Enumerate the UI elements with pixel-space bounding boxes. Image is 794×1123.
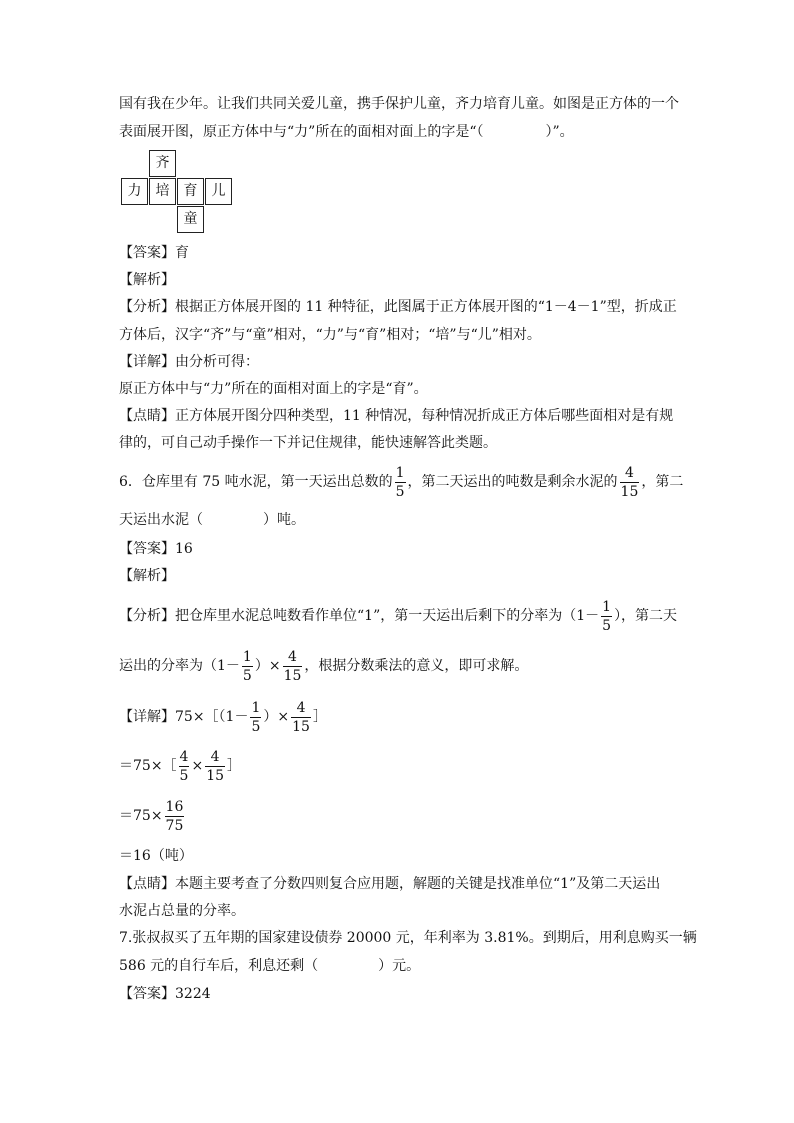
q5-stem-line-2: 表面展开图，原正方体中与“力”所在的面相对面上的字是“（ ）”。 bbox=[119, 124, 574, 140]
q6-analysis-label: 【解析】 bbox=[119, 568, 175, 584]
q6-detail-step-4: ＝16（吨） bbox=[119, 848, 193, 864]
q6-detail-step-2: ＝75×［ $\frac{4}{5}$ × $\frac{4}{15}$ ］ bbox=[119, 748, 242, 784]
q6-answer: 【答案】16 bbox=[119, 541, 193, 557]
fraction: $\frac{1}{5}$ bbox=[251, 699, 261, 735]
fraction: $\frac{1}{5}$ bbox=[395, 464, 405, 500]
q5-fenxi-line-1: 【分析】根据正方体展开图的 11 种特征，此图属于正方体展开图的“1－4－1”型，折成正 bbox=[119, 299, 677, 315]
net-cell-right-2: 儿 bbox=[205, 178, 232, 205]
q7-stem-line-2: 586 元的自行车后，利息还剩（ ）元。 bbox=[119, 958, 421, 974]
fraction: $\frac{4}{15}$ bbox=[620, 464, 639, 500]
q5-comment-line-1: 【点睛】正方体展开图分四种类型，11 种情况，每种情况折成正方体后哪些面相对是有规 bbox=[119, 408, 674, 424]
net-cell-center: 培 bbox=[149, 178, 176, 205]
q6-fenxi-line-1: 【分析】把仓库里水泥总吨数看作单位“1”，第一天运出后剩下的分率为（1－ $\frac{1}{5}$ ），第二天 bbox=[119, 598, 678, 634]
q6-stem-line-1: 6．仓库里有 75 吨水泥，第一天运出总数的 $\frac{1}{5}$ ，第二天运出的吨数是剩余水泥的 $\frac{4}{15}$ ，第二 bbox=[119, 464, 684, 500]
net-cell-right-1: 育 bbox=[177, 178, 204, 205]
fraction: $\frac{4}{15}$ bbox=[283, 648, 302, 684]
fraction: $\frac{1}{5}$ bbox=[602, 598, 612, 634]
q5-comment-line-2: 律的，可自己动手操作一下并记住规律，能快速解答此类题。 bbox=[119, 435, 497, 451]
q7-answer: 【答案】3224 bbox=[119, 986, 211, 1002]
q6-comment-line-2: 水泥占总量的分率。 bbox=[119, 903, 245, 919]
q6-detail-step-1: 【详解】75×［（1－ $\frac{1}{5}$ ）× $\frac{4}{15}$ ］ bbox=[119, 699, 327, 735]
q7-stem-line-1: 7.张叔叔买了五年期的国家建设债券 20000 元，年利率为 3.81%。到期后，用利息购买一辆 bbox=[119, 930, 697, 946]
q5-detail-line-2: 原正方体中与“力”所在的面相对面上的字是“育”。 bbox=[119, 381, 428, 397]
net-cell-bottom: 童 bbox=[177, 206, 204, 233]
net-cell-top: 齐 bbox=[149, 150, 176, 177]
q5-stem-line-1: 国有我在少年。让我们共同关爱儿童，携手保护儿童，齐力培育儿童。如图是正方体的一个 bbox=[119, 96, 679, 112]
fraction: $\frac{16}{75}$ bbox=[165, 798, 184, 834]
fraction: $\frac{1}{5}$ bbox=[242, 648, 252, 684]
fraction: $\frac{4}{5}$ bbox=[179, 748, 189, 784]
q6-stem-line-2: 天运出水泥（ ）吨。 bbox=[119, 512, 305, 528]
q6-comment-line-1: 【点睛】本题主要考查了分数四则复合应用题，解题的关键是找准单位“1”及第二天运出 bbox=[119, 876, 661, 892]
q5-fenxi-line-2: 方体后，汉字“齐”与“童”相对，“力”与“育”相对；“培”与“儿”相对。 bbox=[119, 327, 541, 343]
q5-detail-line-1: 【详解】由分析可得： bbox=[119, 354, 259, 370]
q6-fenxi-line-2: 运出的分率为（1－ $\frac{1}{5}$ ）× $\frac{4}{15}$ ，根据分数乘法的意义，即可求解。 bbox=[119, 648, 529, 684]
fraction: $\frac{4}{15}$ bbox=[292, 699, 310, 735]
net-cell-left: 力 bbox=[121, 178, 148, 205]
fraction: $\frac{4}{15}$ bbox=[206, 748, 225, 784]
q5-analysis-label: 【解析】 bbox=[119, 272, 175, 288]
q5-answer: 【答案】育 bbox=[119, 245, 189, 261]
q6-detail-step-3: ＝75× $\frac{16}{75}$ bbox=[119, 798, 184, 834]
